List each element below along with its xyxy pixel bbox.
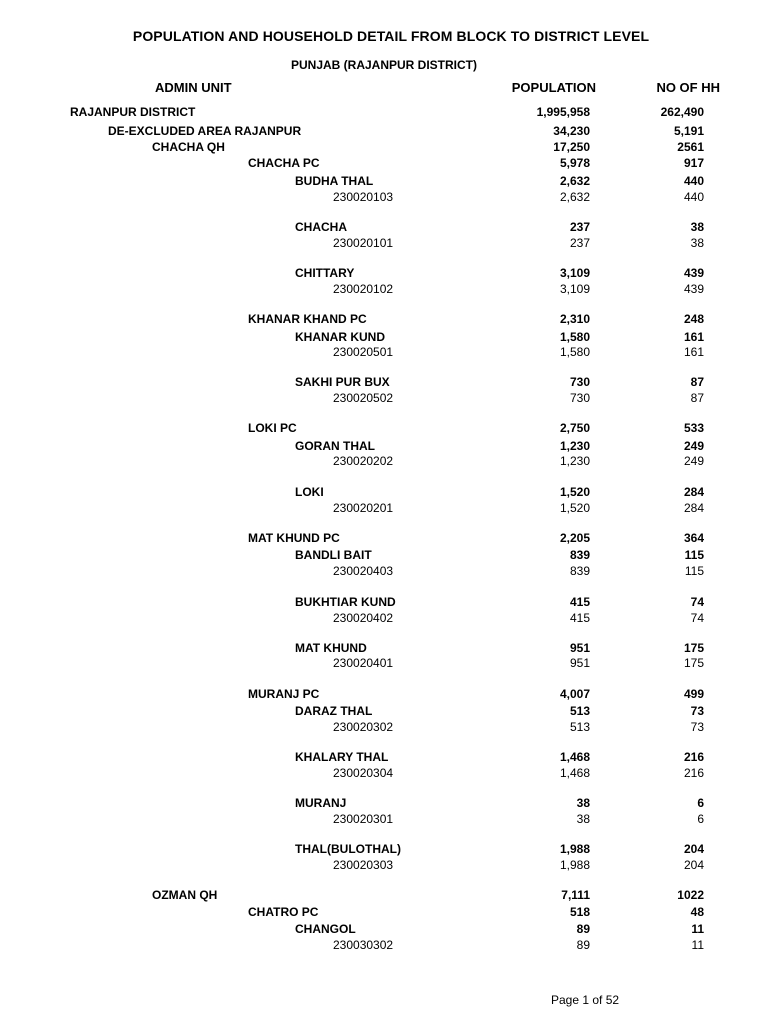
population-value: 951	[569, 641, 590, 655]
households-value: 74	[690, 595, 704, 609]
admin-unit-name: MURANJ	[295, 796, 347, 810]
households-value: 38	[690, 236, 704, 250]
table-row	[0, 139, 768, 155]
table-row	[0, 563, 768, 579]
admin-unit-name: BANDLI BAIT	[295, 548, 372, 562]
table-row	[0, 311, 768, 327]
population-value: 2,632	[559, 190, 590, 204]
table-row	[0, 887, 768, 903]
population-value: 5,978	[559, 156, 590, 170]
households-value: 262,490	[660, 105, 704, 119]
households-value: 216	[683, 766, 704, 780]
admin-unit-name: MAT KHUND	[295, 641, 367, 655]
households-value: 6	[697, 812, 704, 826]
households-value: 499	[683, 687, 704, 701]
table-row	[0, 640, 768, 656]
households-value: 364	[683, 531, 704, 545]
admin-unit-name: BUKHTIAR KUND	[295, 595, 396, 609]
population-value: 7,111	[561, 888, 590, 902]
households-value: 48	[690, 905, 704, 919]
table-row	[0, 765, 768, 781]
households-value: 248	[683, 312, 704, 326]
admin-unit-name: 230020402	[333, 611, 394, 625]
households-value: 87	[690, 375, 704, 389]
population-value: 237	[569, 236, 590, 250]
table-row	[0, 904, 768, 920]
admin-unit-name: CHACHA	[295, 220, 347, 234]
households-value: 74	[690, 611, 704, 625]
admin-unit-name: CHACHA PC	[248, 156, 320, 170]
admin-unit-name: 230020202	[333, 454, 394, 468]
population-value: 2,205	[559, 531, 590, 545]
table-row	[0, 155, 768, 171]
column-header-population: POPULATION	[511, 80, 596, 95]
table-row	[0, 453, 768, 469]
table-row	[0, 390, 768, 406]
admin-unit-name: DARAZ THAL	[295, 704, 373, 718]
admin-unit-name: 230020301	[333, 812, 394, 826]
admin-unit-name: KHANAR KHAND PC	[248, 312, 367, 326]
population-value: 2,310	[559, 312, 590, 326]
table-row	[0, 719, 768, 735]
population-value: 518	[569, 905, 590, 919]
table-row	[0, 123, 768, 139]
population-value: 3,109	[559, 266, 590, 280]
households-value: 917	[683, 156, 704, 170]
population-value: 951	[569, 656, 590, 670]
population-value: 2,632	[559, 174, 590, 188]
population-value: 89	[576, 938, 590, 952]
admin-unit-name: DE-EXCLUDED AREA RAJANPUR	[108, 124, 302, 138]
table-row	[0, 281, 768, 297]
table-row	[0, 235, 768, 251]
population-value: 34,230	[553, 124, 590, 138]
households-value: 6	[697, 796, 704, 810]
admin-unit-name: KHALARY THAL	[295, 750, 389, 764]
table-row	[0, 547, 768, 563]
households-value: 284	[683, 485, 704, 499]
households-value: 440	[683, 174, 704, 188]
admin-unit-name: RAJANPUR DISTRICT	[70, 105, 196, 119]
table-row	[0, 655, 768, 671]
population-value: 730	[569, 391, 590, 405]
admin-unit-name: BUDHA THAL	[295, 174, 374, 188]
households-value: 161	[683, 345, 704, 359]
households-value: 284	[683, 501, 704, 515]
population-value: 1,580	[559, 345, 590, 359]
population-value: 839	[569, 564, 590, 578]
table-row	[0, 329, 768, 345]
admin-unit-name: 230020401	[333, 656, 394, 670]
table-row	[0, 686, 768, 702]
column-header-households: NO OF HH	[656, 80, 720, 95]
population-value: 1,468	[559, 766, 590, 780]
population-value: 4,007	[559, 687, 590, 701]
table-row	[0, 189, 768, 205]
table-row	[0, 703, 768, 719]
table-row	[0, 857, 768, 873]
population-value: 1,520	[559, 501, 590, 515]
table-row	[0, 594, 768, 610]
page-title: POPULATION AND HOUSEHOLD DETAIL FROM BLOCK TO DISTRICT LEVEL	[132, 28, 650, 44]
admin-unit-name: CHANGOL	[295, 922, 356, 936]
admin-unit-name: 230020302	[333, 720, 394, 734]
households-value: 249	[683, 454, 704, 468]
households-value: 115	[684, 548, 704, 562]
population-value: 839	[569, 548, 590, 562]
households-value: 115	[684, 564, 704, 578]
households-value: 204	[683, 842, 704, 856]
households-value: 175	[683, 641, 704, 655]
households-value: 73	[690, 704, 704, 718]
admin-unit-name: 230020501	[333, 345, 394, 359]
population-value: 17,250	[553, 140, 590, 154]
admin-unit-name: 230020403	[333, 564, 394, 578]
population-value: 237	[569, 220, 590, 234]
households-value: 439	[683, 282, 704, 296]
admin-unit-name: CHACHA QH	[152, 140, 225, 154]
admin-unit-name: OZMAN QH	[152, 888, 218, 902]
table-row	[0, 500, 768, 516]
table-row	[0, 841, 768, 857]
households-value: 11	[691, 938, 704, 952]
table-row	[0, 749, 768, 765]
population-value: 730	[569, 375, 590, 389]
table-row	[0, 219, 768, 235]
households-value: 216	[683, 750, 704, 764]
admin-unit-name: 230020304	[333, 766, 394, 780]
table-row	[0, 811, 768, 827]
households-value: 1022	[677, 888, 704, 902]
table-row	[0, 795, 768, 811]
admin-unit-name: MAT KHUND PC	[248, 531, 340, 545]
population-value: 1,995,958	[536, 105, 590, 119]
page-footer: Page 1 of 52	[551, 993, 620, 1007]
table-row	[0, 374, 768, 390]
population-value: 2,750	[559, 421, 590, 435]
population-value: 1,230	[559, 454, 590, 468]
households-value: 440	[683, 190, 704, 204]
households-value: 73	[690, 720, 704, 734]
population-value: 415	[569, 611, 590, 625]
households-value: 38	[690, 220, 704, 234]
table-row	[0, 344, 768, 360]
population-value: 415	[569, 595, 590, 609]
households-value: 204	[683, 858, 704, 872]
admin-unit-name: CHATRO PC	[248, 905, 319, 919]
admin-unit-name: 230030302	[333, 938, 394, 952]
table-row	[0, 104, 768, 120]
households-value: 249	[683, 439, 704, 453]
admin-unit-name: LOKI PC	[248, 421, 297, 435]
households-value: 5,191	[673, 124, 704, 138]
population-value: 38	[576, 796, 590, 810]
table-row	[0, 610, 768, 626]
admin-unit-name: LOKI	[295, 485, 324, 499]
table-row	[0, 921, 768, 937]
table-row	[0, 438, 768, 454]
population-value: 3,109	[559, 282, 590, 296]
admin-unit-name: THAL(BULOTHAL)	[295, 842, 401, 856]
admin-unit-name: 230020102	[333, 282, 394, 296]
households-value: 533	[683, 421, 704, 435]
table-row	[0, 937, 768, 953]
admin-unit-name: GORAN THAL	[295, 439, 375, 453]
population-value: 1,520	[559, 485, 590, 499]
table-row	[0, 484, 768, 500]
households-value: 439	[683, 266, 704, 280]
population-value: 1,988	[559, 858, 590, 872]
admin-unit-name: 230020502	[333, 391, 394, 405]
households-value: 2561	[677, 140, 704, 154]
admin-unit-name: CHITTARY	[295, 266, 355, 280]
admin-unit-name: 230020101	[333, 236, 394, 250]
admin-unit-name: KHANAR KUND	[295, 330, 385, 344]
population-value: 1,580	[559, 330, 590, 344]
table-row	[0, 530, 768, 546]
households-value: 87	[690, 391, 704, 405]
population-value: 1,230	[559, 439, 590, 453]
population-value: 513	[569, 720, 590, 734]
page-subtitle: PUNJAB (RAJANPUR DISTRICT)	[290, 58, 477, 72]
population-value: 1,468	[559, 750, 590, 764]
households-value: 11	[691, 922, 704, 936]
admin-unit-name: 230020103	[333, 190, 394, 204]
households-value: 161	[683, 330, 704, 344]
table-row	[0, 173, 768, 189]
table-row	[0, 265, 768, 281]
admin-unit-name: SAKHI PUR BUX	[295, 375, 390, 389]
population-value: 38	[576, 812, 590, 826]
column-header-admin-unit: ADMIN UNIT	[155, 80, 232, 95]
population-value: 1,988	[559, 842, 590, 856]
population-value: 89	[576, 922, 590, 936]
households-value: 175	[683, 656, 704, 670]
admin-unit-name: 230020201	[333, 501, 394, 515]
population-value: 513	[569, 704, 590, 718]
admin-unit-name: 230020303	[333, 858, 394, 872]
admin-unit-name: MURANJ PC	[248, 687, 320, 701]
table-row	[0, 420, 768, 436]
